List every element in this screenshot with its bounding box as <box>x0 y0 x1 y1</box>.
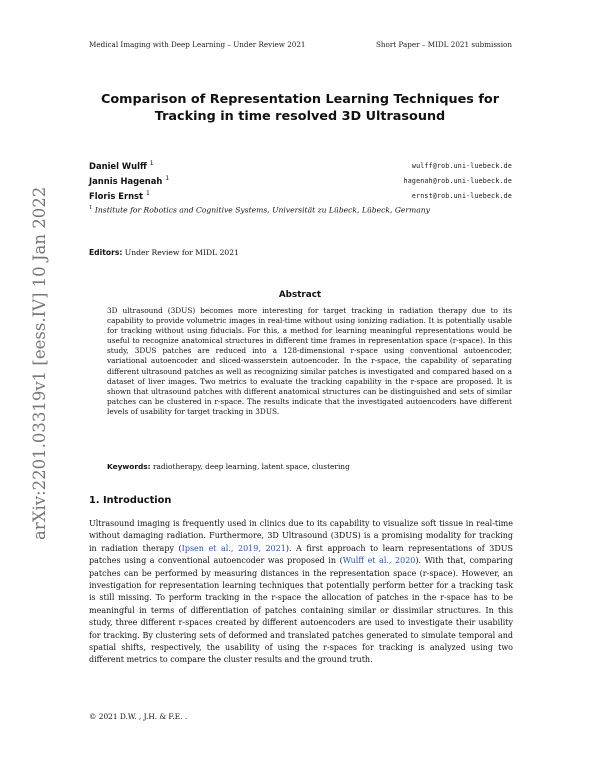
title-line-2: Tracking in time resolved 3D Ultrasound <box>154 109 446 124</box>
author-name: Floris Ernst $^1$ <box>89 190 150 201</box>
arxiv-stamp: arXiv:2201.03319v1 [eess.IV] 10 Jan 2022 <box>30 186 49 540</box>
affiliation: $^1$ Institute for Robotics and Cognitive Systems, Universität zu Lübeck, Lübeck, Germany <box>89 205 430 215</box>
author-email[interactable]: ernst@rob.uni-luebeck.de <box>411 192 512 200</box>
section-heading-introduction: 1. Introduction <box>89 495 172 506</box>
keywords-line: Keywords: radiotherapy, deep learning, latent space, clustering <box>107 462 350 471</box>
abstract-heading: Abstract <box>278 290 322 300</box>
introduction-paragraph: Ultrasound imaging is frequently used in clinics due to its capability to visualize soft tissue in real-time without damaging radiation. Furthermore, 3D Ultrasound (3DUS) is a promising modality for tracking in radiation therapy (Ipsen et al., 2019, 2021). A first approach to learn representations of 3DUS patches using a conventional autoencoder was proposed in (Wulff et al., 2020). With that, comparing patches can be performed by measuring distances in the representation space (r-space). However, an investigation for representation learning techniques that potentially perform better for a tracking task is still missing. To perform tracking in the r-space the allocation of patches in the r-space has to be meaningful in terms of differentiation of patches containing similar or dissimilar structures. In this study, three different r-spaces created by different autoencoders are used to investigate their usability for tracking. By clustering sets of deformed and translated patches generated to simulate temporal and spatial shifts, respectively, the usability of using the r-spaces for tracking is analyzed using two different metrics to compare the cluster results and the ground truth. <box>89 519 513 665</box>
running-header-left: Medical Imaging with Deep Learning – Under Review 2021 <box>89 40 306 49</box>
copyright-notice: © 2021 D.W. , J.H. & F.E. . <box>89 712 188 721</box>
paper-title <box>0 91 600 125</box>
citation-link[interactable]: Wulff et al., 2020 <box>342 556 416 566</box>
author-name: Jannis Hagenah $^1$ <box>89 175 170 186</box>
author-name: Daniel Wulff $^1$ <box>89 160 154 171</box>
author-email[interactable]: hagenah@rob.uni-luebeck.de <box>403 177 512 185</box>
abstract-text: 3D ultrasound (3DUS) becomes more interesting for target tracking in radiation therapy due to its capability to provide volumetric images in real-time without using ionizing radiation. It is potentially usable for tracking without using fiducials. For this, a method for learning meaningful representations would be useful to recognize anatomical structures in different time frames in representation space (r-space). In this study, 3DUS patches are reduced into a 128-dimensional r-space using conventional autoencoder, variational autoencoder and sliced-wasserstein autoencoder. In the r-space, the capability of separating different ultrasound patches as well as recognizing similar patches is investigated and compared based on a dataset of liver images. Two metrics to evaluate the tracking capability in the r-space are proposed. It is shown that ultrasound patches with different anatomical structures can be distinguished and sets of similar patches can be clustered in r-space. The results indicate that the investigated autoencoders have different levels of usability for target tracking in 3DUS. <box>107 306 512 416</box>
citation-link[interactable]: Ipsen et al., 2019, 2021 <box>181 543 286 553</box>
title-line-1: Comparison of Representation Learning Techniques for <box>100 92 500 107</box>
running-header-right: Short Paper – MIDL 2021 submission <box>375 40 512 49</box>
author-email[interactable]: wulff@rob.uni-luebeck.de <box>411 162 512 170</box>
editors-line: Editors: Under Review for MIDL 2021 <box>89 248 239 257</box>
